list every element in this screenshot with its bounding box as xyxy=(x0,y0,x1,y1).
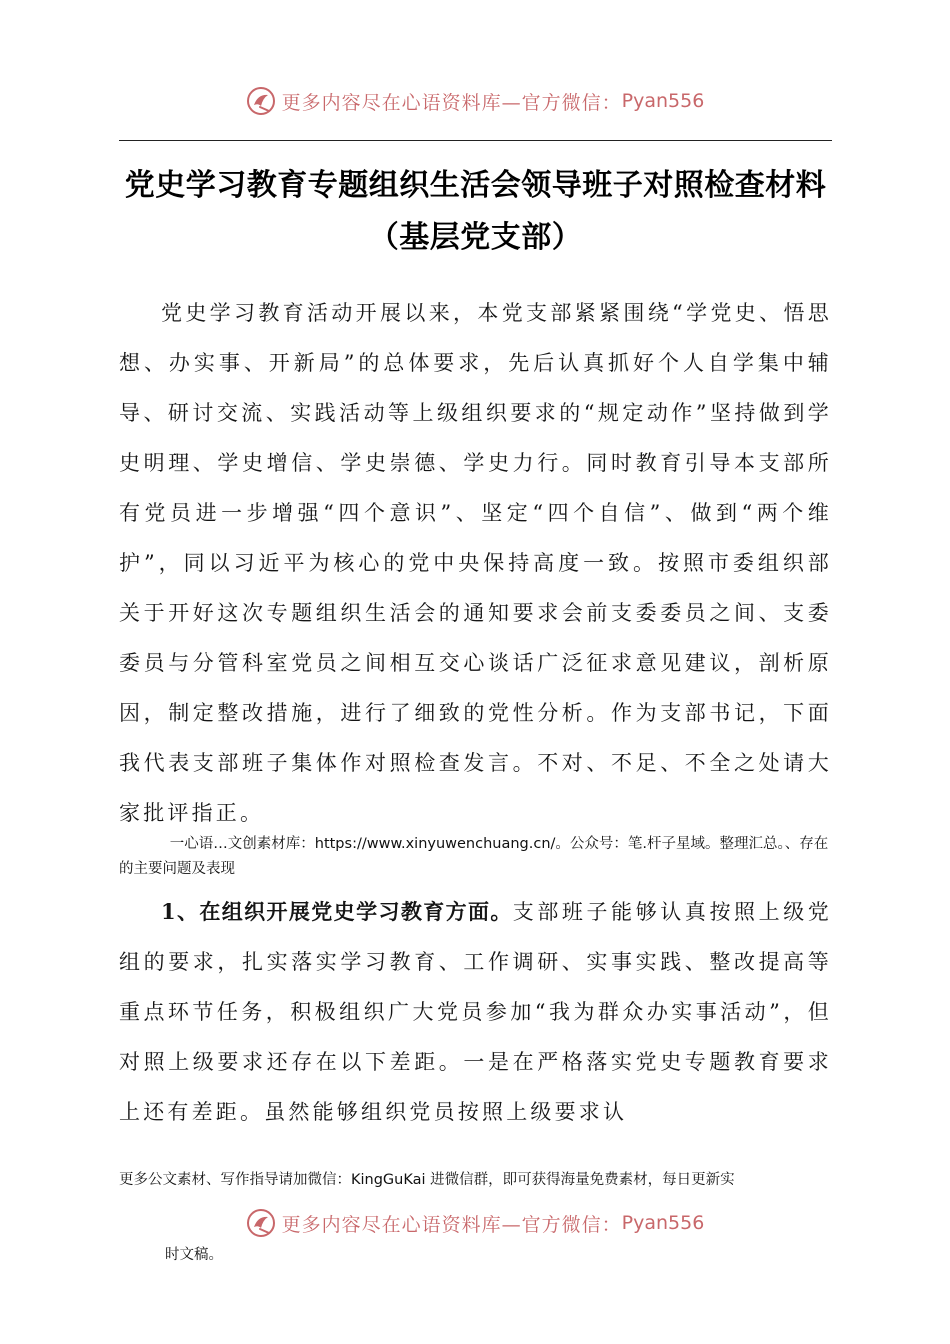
source-note: 一心语…文创素材库：https://www.xinyuwenchuang.cn/。公众号：笔.杆子星域。整理汇总。、存在的主要问题及表现 xyxy=(119,836,829,877)
section-1-heading: 1、在组织开展党史学习教育方面。 xyxy=(161,899,513,924)
document-title: 党史学习教育专题组织生活会领导班子对照检查材料（基层党支部） xyxy=(124,168,827,255)
brand-logo-icon xyxy=(246,86,276,116)
watermark-wechat-id: Pyan556 xyxy=(621,90,705,112)
intro-paragraph: 党史学习教育活动开展以来，本党支部紧紧围绕“学党史、悟思想、办实事、开新局”的总体要求，先后认真抓好个人自学集中辅导、研讨交流、实践活动等上级组织要求的“规定动作”坚持做到学史明理、学史增信、学史崇德、学史力行。同时教育引导本支部所有党员进一步增强“四个意识”、坚定“四个自信”、做到“两个维护”，同以习近平为核心的党中央保持高度一致。按照市委组织部关于开好这次专题组织生活会的通知要求会前支委委员之间、支委委员与分管科室党员之间相互交心谈话广泛征求意见建议，剖析原因，制定整改措施，进行了细致的党性分析。作为支部书记，下面我代表支部班子集体作对照检查发言。不对、不足、不全之处请大家批评指正。 xyxy=(119,301,832,825)
section-1-body: 支部班子能够认真按照上级党组的要求，扎实落实学习教育、工作调研、实事实践、整改提高等重点环节任务，积极组织广大党员参加“我为群众办实事活动”，但对照上级要求还存在以下差距。一是在严格落实党史专题教育要求上还有差距。虽然能够组织党员按照上级要求认 xyxy=(119,900,832,1124)
watermark-wechat-id: Pyan556 xyxy=(621,1212,705,1234)
footer-promo-line: 更多公文素材、写作指导请加微信：KingGuKai 进微信群，即可获得海量免费素材，每日更新实 xyxy=(119,1172,735,1188)
footer-promo-tail: 时文稿。 xyxy=(165,1247,223,1263)
watermark-text: 更多内容尽在心语资料库—官方微信： xyxy=(281,91,622,114)
brand-logo-icon xyxy=(246,1208,276,1238)
watermark-text: 更多内容尽在心语资料库—官方微信： xyxy=(281,1213,622,1236)
footer-watermark xyxy=(0,1208,950,1238)
header-divider xyxy=(119,140,832,141)
section-1-paragraph xyxy=(119,887,832,1137)
header-watermark xyxy=(0,86,950,116)
